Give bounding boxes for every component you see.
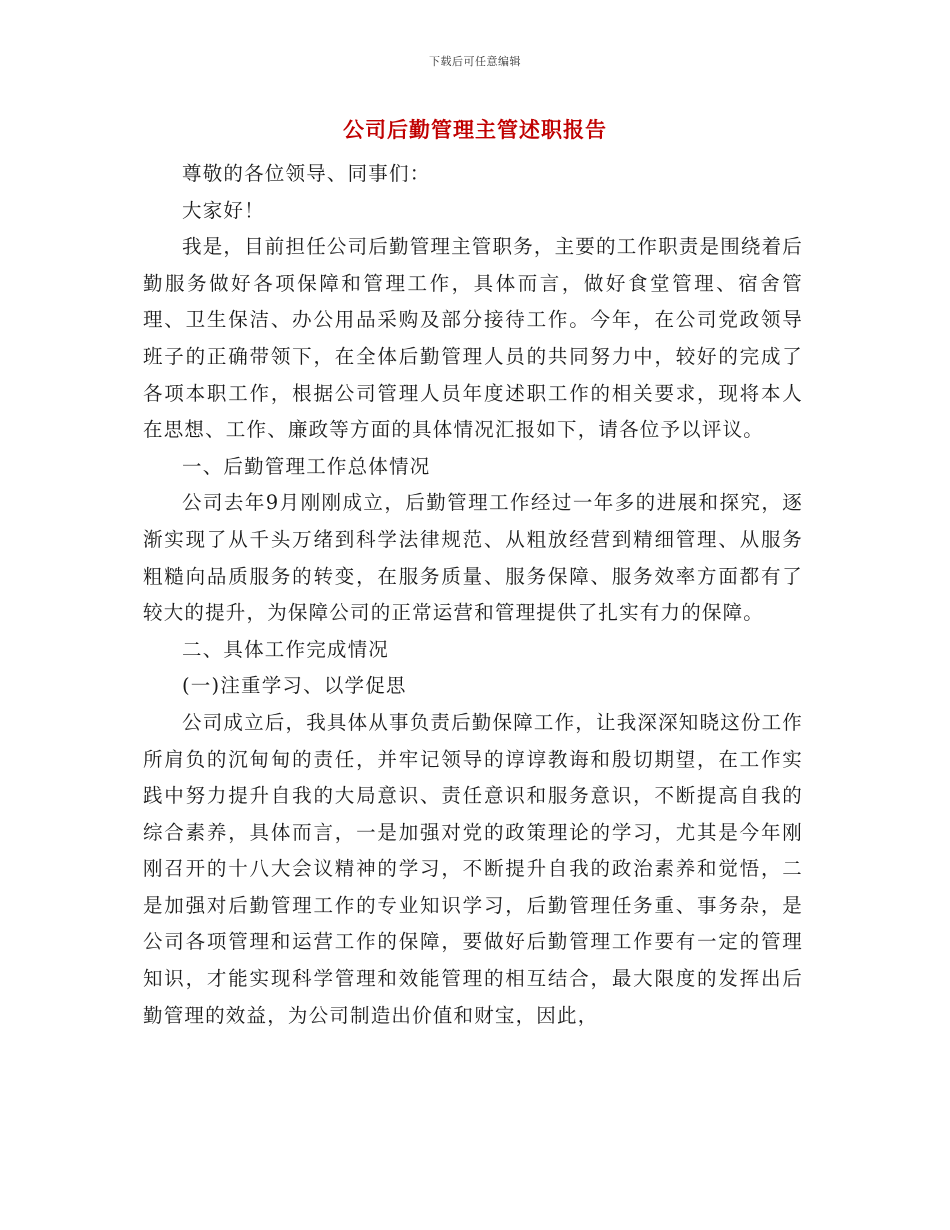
document-body — [143, 156, 803, 1034]
header-note: 下载后可任意编辑 — [429, 55, 521, 68]
paragraph-salutation: 尊敬的各位领导、同事们： — [182, 162, 431, 185]
subsection-heading-1: (一)注重学习、以学促思 — [182, 674, 407, 698]
paragraph-overview: 公司去年9月刚刚成立，后勤管理工作经过一年多的进展和探究，逐渐实现了从千头万绪到科学法律规范、从粗放经营到精细管理、从服务粗糙向品质服务的转变，在服务质量、服务保障、服务效率方面都有了较大的提升，为保障公司的正常运营和管理提供了扎实有力的保障。 — [143, 491, 803, 625]
section-heading-1: 一、后勤管理工作总体情况 — [182, 454, 431, 478]
section-heading-2: 二、具体工作完成情况 — [182, 637, 390, 661]
paragraph-greeting: 大家好！ — [182, 198, 265, 222]
paragraph-study: 公司成立后，我具体从事负责后勤保障工作，让我深深知晓这份工作所肩负的沉甸甸的责任，并牢记领导的谆谆教诲和殷切期望，在工作实践中努力提升自我的大局意识、责任意识和服务意识，不断提高自我的综合素养，具体而言，一是加强对党的政策理论的学习，尤其是今年刚刚召开的十八大会议精神的学习，不断提升自我的政治素养和觉悟，二是加强对后勤管理工作的专业知识学习，后勤管理任务重、事务杂，是公司各项管理和运营工作的保障，要做好后勤管理工作要有一定的管理知识，才能实现科学管理和效能管理的相互结合，最大限度的发挥出后勤管理的效益，为公司制造出价值和财宝，因此， — [143, 710, 804, 1027]
paragraph-intro: 我是，目前担任公司后勤管理主管职务，主要的工作职责是围绕着后勤服务做好各项保障和管理工作，具体而言，做好食堂管理、宿舍管理、卫生保洁、办公用品采购及部分接待工作。今年，在公司党政领导班子的正确带领下，在全体后勤管理人员的共同努力中，较好的完成了各项本职工作，根据公司管理人员年度述职工作的相关要求，现将本人在思想、工作、廉政等方面的具体情况汇报如下，请各位予以评议。 — [143, 235, 804, 442]
document-title: 公司后勤管理主管述职报告 — [343, 117, 607, 142]
